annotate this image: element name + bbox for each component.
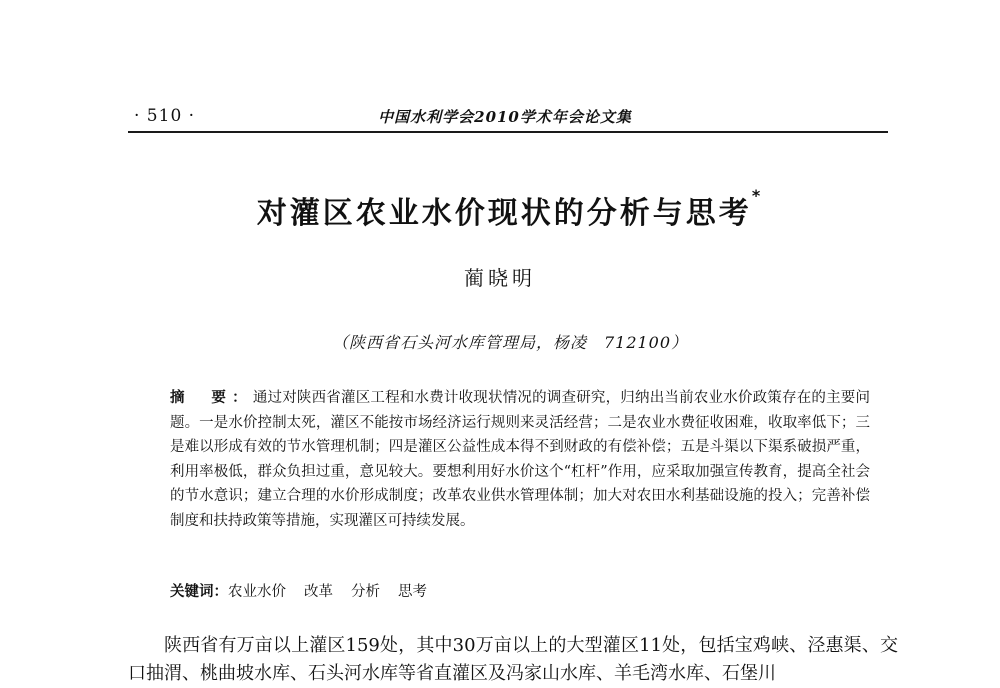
abstract	[170, 386, 870, 533]
body-paragraph: 陕西省有万亩以上灌区159处，其中30万亩以上的大型灌区11处，包括宝鸡峡、泾惠渠、交口抽渭、桃曲坡水库、石头河水库等省直灌区及冯家山水库、羊毛湾水库、石堡川	[128, 635, 898, 684]
keyword: 农业水价	[228, 584, 286, 600]
page-number: · 510 ·	[134, 106, 196, 126]
article-title	[130, 188, 890, 232]
running-header: 中国水利学会2010学术年会论文集	[378, 108, 632, 126]
keyword: 改革	[304, 584, 333, 600]
abstract-text: 通过对陕西省灌区工程和水费计收现状情况的调查研究，归纳出当前农业水价政策存在的主要问题。一是水价控制太死，灌区不能按市场经济运行规则来灵活经营；二是农业水费征收困难，收取率低下；三是难以形成有效的节水管理机制；四是灌区公益性成本得不到财政的有偿补偿；五是斗渠以下渠系破损严重，利用率极低，群众负担过重，意见较大。要想利用好水价这个“杠杆”作用，应采取加强宣传教育，提高全社会的节水意识；建立合理的水价形成制度；改革农业供水管理体制；加大对农田水利基础设施的投入；完善补偿制度和扶持政策等措施，实现灌区可持续发展。	[170, 390, 871, 529]
header-rule	[128, 131, 888, 133]
author-name: 蔺晓明	[464, 266, 536, 290]
author-affiliation: （陕西省石头河水库管理局，杨凌 712100）	[331, 333, 689, 352]
keywords-label: 关键词：	[170, 584, 228, 600]
keyword: 分析	[351, 584, 380, 600]
abstract-label: 摘 要：	[170, 390, 253, 406]
title-footnote-mark: *	[751, 186, 764, 205]
keyword: 思考	[398, 584, 427, 600]
title-text: 对灌区农业水价现状的分析与思考	[256, 196, 752, 231]
keywords	[170, 580, 870, 604]
